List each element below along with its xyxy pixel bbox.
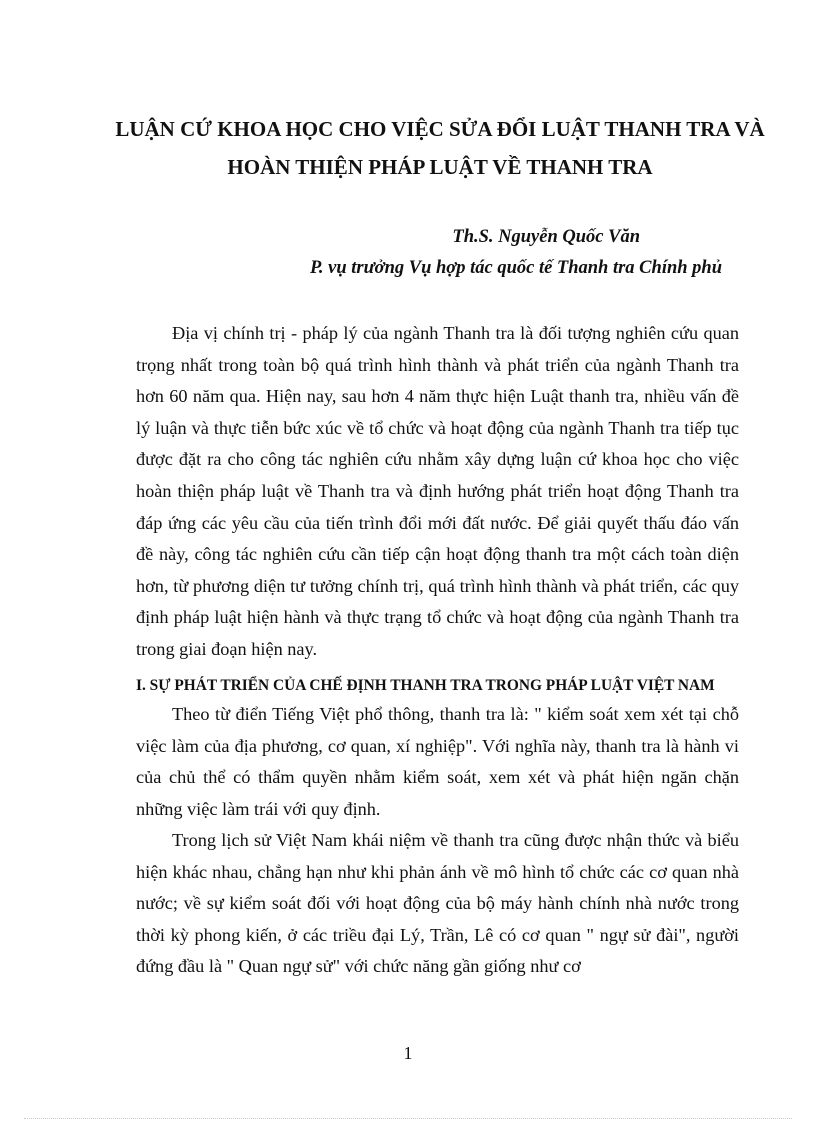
- paragraph-history: Trong lịch sử Việt Nam khái niệm về thanh tra cũng được nhận thức và biểu hiện khác nhau, chẳng hạn như khi phản ánh về mô hình tổ chức các cơ quan nhà nước; về sự kiểm soát đối với hoạt động của bộ máy hành chính nhà nước trong thời kỳ phong kiến, ở các triều đại Lý, Trần, Lê có cơ quan " ngự sử đài", người đứng đầu là " Quan ngự sử" với chức năng gần giống như cơ: [136, 830, 739, 977]
- paragraph-intro: Địa vị chính trị - pháp lý của ngành Thanh tra là đối tượng nghiên cứu quan trọng nhất trong toàn bộ quá trình hình thành và phát triển của ngành Thanh tra hơn 60 năm qua. Hiện nay, sau hơn 4 năm thực hiện Luật thanh tra, nhiều vấn đề lý luận và thực tiễn bức xúc về tổ chức và hoạt động của ngành Thanh tra tiếp tục được đặt ra cho công tác nghiên cứu nhằm xây dựng luận cứ khoa học cho việc hoàn thiện pháp luật về Thanh tra và định hướng phát triển hoạt động Thanh tra đáp ứng các yêu cầu của tiến trình đổi mới đất nước. Để giải quyết thấu đáo vấn đề này, công tác nghiên cứu cần tiếp cận hoạt động thanh tra một cách toàn diện hơn, từ phương diện tư tưởng chính trị, quá trình hình thành và phát triển, các quy định pháp luật hiện hành và thực trạng tổ chức và hoạt động của ngành Thanh tra trong giai đoạn hiện nay.: [136, 323, 739, 659]
- page-number: 1: [403, 1043, 413, 1063]
- document-title: LUẬN CỨ KHOA HỌC CHO VIỆC SỬA ĐỔI LUẬT THANH TRA VÀ HOÀN THIỆN PHÁP LUẬT VỀ THANH TRA: [115, 117, 765, 179]
- section-heading: I. SỰ PHÁT TRIỂN CỦA CHẾ ĐỊNH THANH TRA TRONG PHÁP LUẬT VIỆT NAM: [136, 677, 715, 694]
- author-name: Th.S. Nguyễn Quốc Văn: [452, 227, 640, 247]
- paragraph-definition: Theo từ điển Tiếng Việt phổ thông, thanh tra là: " kiểm soát xem xét tại chỗ việc làm của địa phương, cơ quan, xí nghiệp". Với nghĩa này, thanh tra là hành vi của chủ thể có thẩm quyền nhằm kiểm soát, xem xét và phát hiện ngăn chặn những việc làm trái với quy định.: [136, 704, 739, 819]
- page-bottom-divider: [24, 1118, 792, 1119]
- author-role: P. vụ trưởng Vụ hợp tác quốc tế Thanh tra Chính phủ: [309, 258, 722, 278]
